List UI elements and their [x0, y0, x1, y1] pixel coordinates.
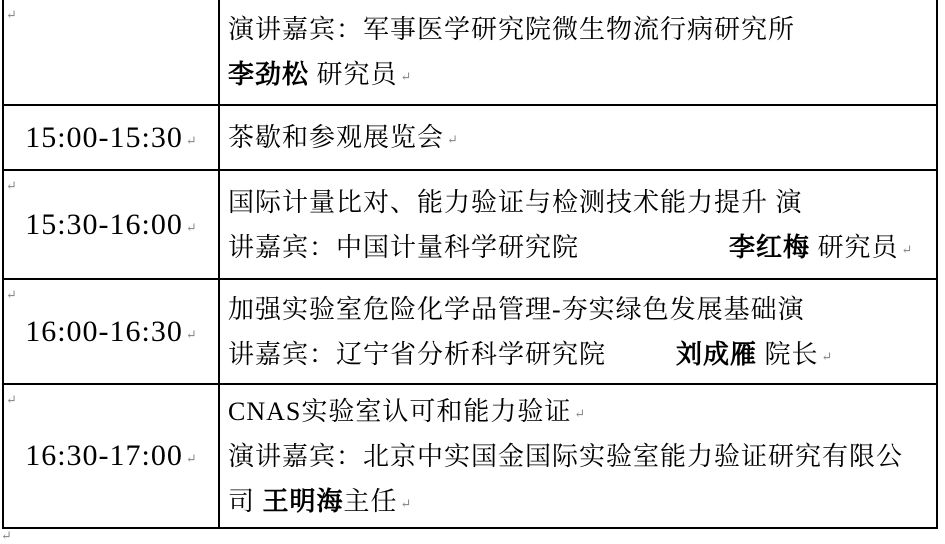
session-line: [228, 115, 936, 160]
paragraph-mark-icon: ↵: [185, 451, 197, 466]
speaker-name: 刘成雁: [676, 339, 758, 369]
speaker-intro: 司: [228, 486, 263, 516]
session-title: 加强实验室危险化学品管理-夯实绿色发展基础演: [228, 294, 805, 324]
time-cell: [4, 0, 220, 104]
time-cell: [4, 106, 220, 169]
paragraph-mark-icon: ↵: [574, 405, 586, 421]
time-cell: [4, 280, 220, 383]
table-row: [4, 278, 936, 383]
session-title: 国际计量比对、能力验证与检测技术能力提升 演: [228, 187, 803, 217]
tab-space: [606, 362, 676, 363]
time-cell: [4, 385, 220, 527]
time-slot: 15:30-16:00 ↵: [25, 207, 197, 241]
session-line: [228, 52, 936, 97]
time-slot: 16:30-17:00 ↵: [25, 439, 197, 472]
table-row: [4, 383, 936, 527]
paragraph-mark-icon: ↵: [6, 392, 17, 407]
session-line: [228, 332, 936, 377]
paragraph-mark-icon: ↵: [821, 348, 833, 364]
session-cell: [220, 0, 936, 104]
paragraph-mark-icon: ↵: [6, 178, 17, 193]
session-line: [228, 434, 936, 479]
time-slot: 16:00-16:30 ↵: [25, 314, 197, 348]
session-title: CNAS实验室认可和能力验证: [228, 396, 572, 426]
paragraph-mark-icon: ↵: [400, 69, 412, 84]
speaker-intro: 演讲嘉宾：军事医学研究院微生物流行病研究所: [228, 15, 796, 44]
paragraph-mark-icon: ↵: [6, 287, 17, 302]
tab-space: [579, 255, 729, 256]
speaker-title: 院长: [757, 339, 819, 369]
paragraph-mark-icon: ↵: [447, 132, 458, 147]
speaker-name: 李红梅: [729, 232, 811, 262]
speaker-name: 王明海: [262, 486, 344, 516]
session-line: [228, 180, 936, 225]
session-line: [228, 479, 936, 524]
session-cell: [220, 280, 936, 383]
speaker-title: 主任: [343, 486, 398, 516]
paragraph-mark-icon: ↵: [901, 241, 913, 257]
speaker-title: 研究员: [309, 60, 398, 89]
paragraph-mark-icon: ↵: [400, 495, 412, 511]
session-title: 茶歇和参观展览会: [228, 123, 445, 152]
session-line: [228, 389, 936, 434]
table-row: [4, 0, 936, 104]
session-cell: [220, 171, 936, 278]
agenda-table: [2, 0, 938, 529]
session-line: [228, 225, 936, 270]
time-cell: [4, 171, 220, 278]
speaker-intro: 演讲嘉宾：北京中实国金国际实验室能力验证研究有限公: [228, 441, 904, 471]
paragraph-mark-icon: ↵: [6, 7, 17, 22]
session-cell: [220, 385, 936, 527]
table-row: [4, 104, 936, 169]
speaker-intro: 讲嘉宾：辽宁省分析科学研究院: [228, 339, 607, 369]
paragraph-mark-icon: ↵: [185, 132, 197, 148]
speaker-title: 研究员: [810, 232, 899, 262]
speaker-name: 李劲松: [228, 60, 310, 89]
paragraph-mark-icon: ↵: [185, 219, 197, 235]
speaker-intro: 讲嘉宾：中国计量科学研究院: [228, 232, 580, 262]
paragraph-mark-icon: ↵: [1, 528, 12, 543]
table-row: [4, 169, 936, 278]
session-cell: [220, 106, 936, 169]
session-line: [228, 287, 936, 332]
time-slot: 15:00-15:30 ↵: [25, 120, 197, 154]
session-line: [228, 7, 936, 52]
paragraph-mark-icon: ↵: [185, 326, 197, 342]
